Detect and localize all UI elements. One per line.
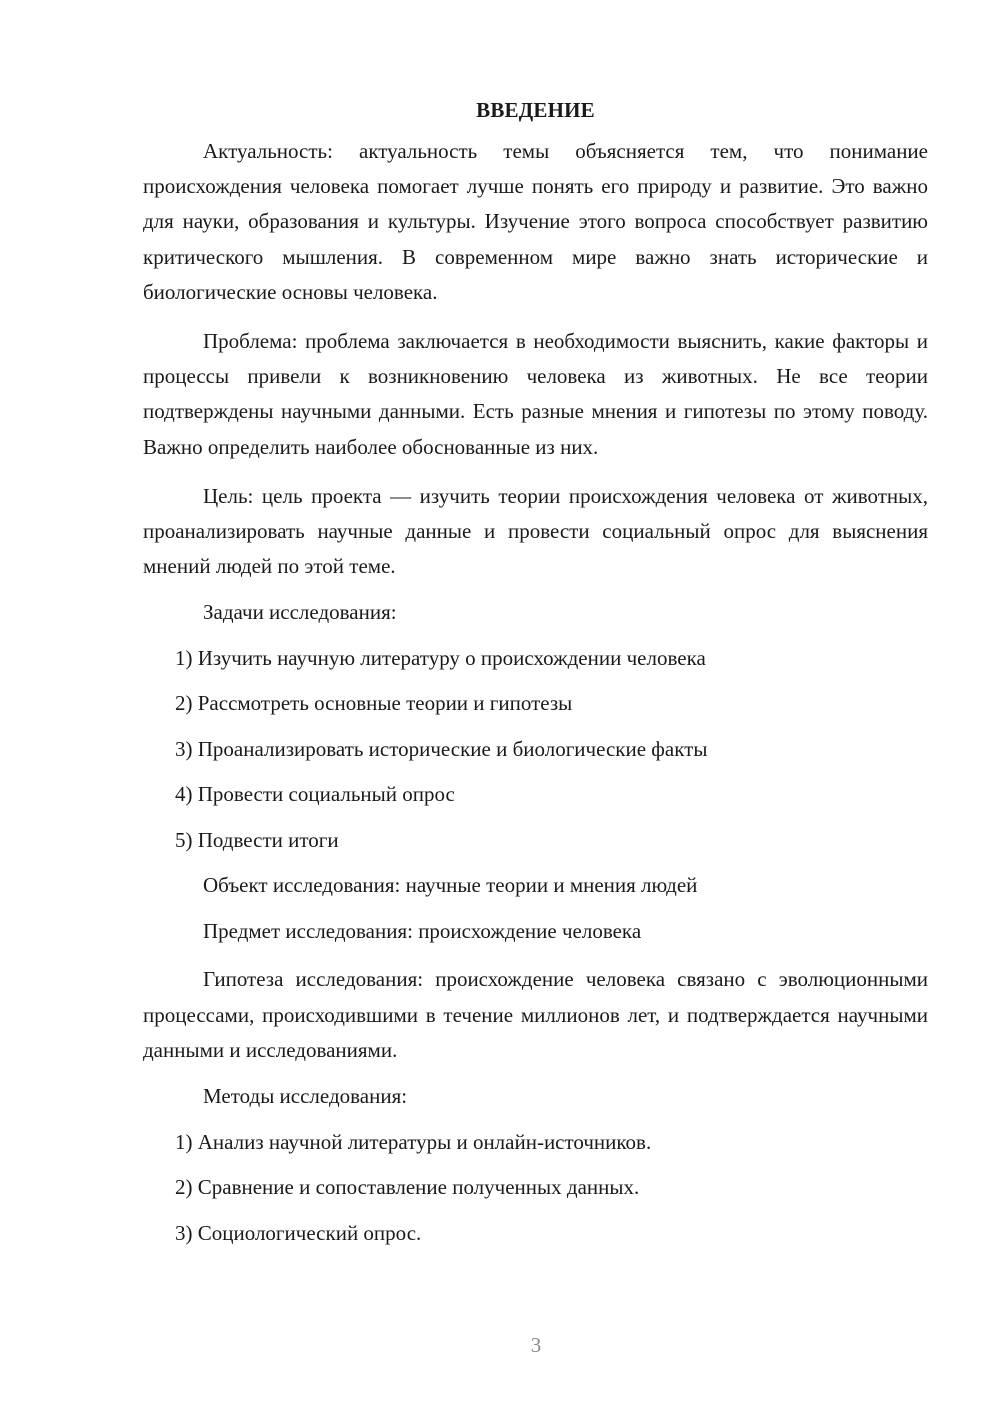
page-content: [143, 96, 928, 1264]
paragraph-problem: Проблема: проблема заключается в необходимости выяснить, какие факторы и процессы привели к возникновению человека из животных. Не все теории подтверждены научными данными. Есть разные мнения и гипотезы по этому поводу. Важно определить наиболее обоснованные из них.: [143, 329, 928, 459]
page-title: ВВЕДЕНИЕ: [476, 98, 595, 122]
paragraph-goal: Цель: цель проекта — изучить теории происхождения человека от животных, проанализировать научные данные и провести социальный опрос для выяснения мнений людей по этой теме.: [143, 483, 928, 579]
tasks-heading: Задачи исследования:: [203, 600, 397, 625]
methods-list: [143, 1128, 928, 1247]
list-item: 3) Проанализировать исторические и биологические факты: [175, 736, 708, 761]
list-item: 1) Анализ научной литературы и онлайн-источников.: [175, 1129, 652, 1154]
list-item: 5) Подвести итоги: [175, 827, 339, 852]
paragraph-hypothesis: Гипотеза исследования: происхождение человека связано с эволюционными процессами, происходившими в течение миллионов лет, и подтверждается научными данными и исследованиями.: [143, 967, 928, 1062]
paragraph-relevance: Актуальность: актуальность темы объясняется тем, что понимание происхождения человека помогает лучше понять его природу и развитие. Это важно для науки, образования и культуры. Изучение этого вопроса способствует развитию критического мышления. В современном мире важно знать исторические и биологические основы человека.: [143, 139, 928, 304]
research-object: Объект исследования: научные теории и мнения людей: [203, 873, 698, 898]
list-item: 2) Сравнение и сопоставление полученных данных.: [175, 1175, 640, 1200]
methods-heading: Методы исследования:: [203, 1084, 408, 1109]
list-item: 2) Рассмотреть основные теории и гипотезы: [175, 691, 573, 716]
page-number: 3: [530, 1333, 542, 1357]
list-item: 3) Социологический опрос.: [175, 1220, 422, 1245]
tasks-list: [143, 644, 928, 854]
list-item: 4) Провести социальный опрос: [175, 782, 455, 807]
list-item: 1) Изучить научную литературу о происхождении человека: [175, 645, 706, 670]
research-subject: Предмет исследования: происхождение человека: [203, 918, 642, 943]
